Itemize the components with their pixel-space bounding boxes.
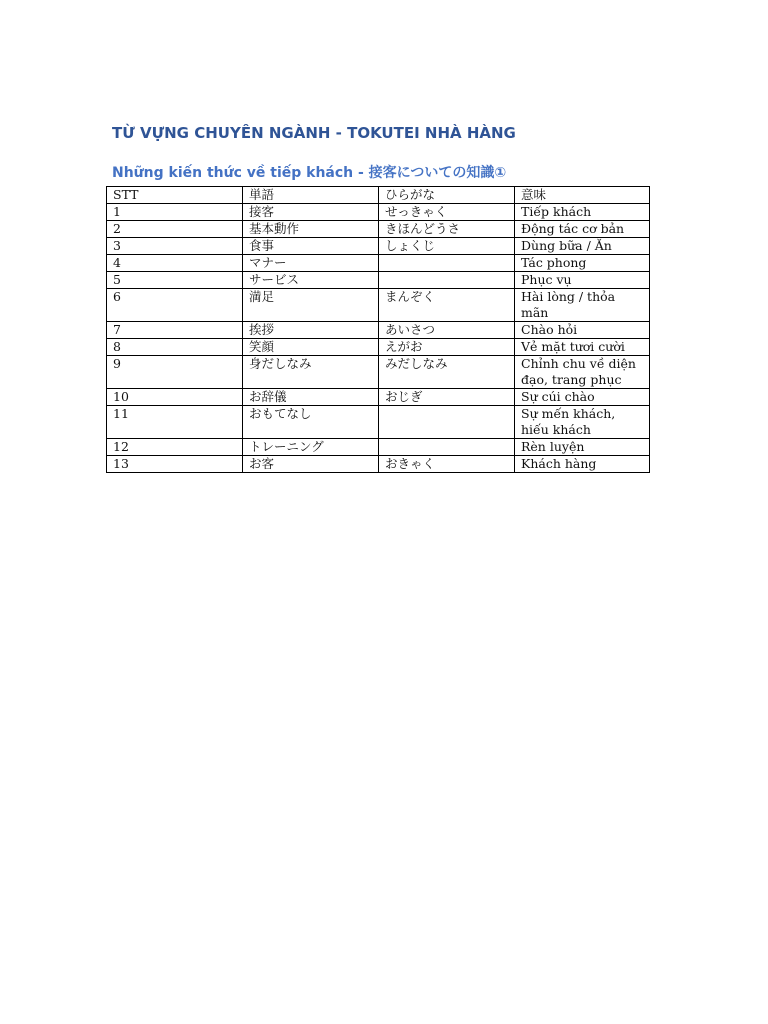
cell-hiragana xyxy=(379,255,515,272)
table-row xyxy=(107,406,650,439)
cell-stt: 8 xyxy=(107,339,243,356)
table-header-row xyxy=(107,187,650,204)
cell-meaning: Chỉnh chu về diện đạo, trang phục xyxy=(515,356,650,389)
cell-stt: 12 xyxy=(107,439,243,456)
cell-word: 身だしなみ xyxy=(243,356,379,389)
cell-word: マナー xyxy=(243,255,379,272)
cell-hiragana: あいさつ xyxy=(379,322,515,339)
table-row xyxy=(107,204,650,221)
cell-stt: 10 xyxy=(107,389,243,406)
table-row xyxy=(107,339,650,356)
cell-meaning: Dùng bữa / Ăn xyxy=(515,238,650,255)
cell-stt: 13 xyxy=(107,456,243,473)
cell-meaning: Hài lòng / thỏa mãn xyxy=(515,289,650,322)
header-cell-meaning: 意味 xyxy=(515,187,650,204)
cell-word: 満足 xyxy=(243,289,379,322)
cell-word: おもてなし xyxy=(243,406,379,439)
cell-meaning: Phục vụ xyxy=(515,272,650,289)
cell-meaning: Sự mến khách, hiếu khách xyxy=(515,406,650,439)
header-cell-stt: STT xyxy=(107,187,243,204)
cell-hiragana: しょくじ xyxy=(379,238,515,255)
table-row xyxy=(107,322,650,339)
cell-word: 接客 xyxy=(243,204,379,221)
table-row xyxy=(107,456,650,473)
cell-hiragana: みだしなみ xyxy=(379,356,515,389)
header-cell-hiragana: ひらがな xyxy=(379,187,515,204)
cell-meaning: Tác phong xyxy=(515,255,650,272)
cell-word: トレーニング xyxy=(243,439,379,456)
document-title: TỪ VỰNG CHUYÊN NGÀNH - TOKUTEI NHÀ HÀNG xyxy=(112,124,516,142)
cell-hiragana: まんぞく xyxy=(379,289,515,322)
cell-stt: 6 xyxy=(107,289,243,322)
cell-stt: 3 xyxy=(107,238,243,255)
cell-stt: 11 xyxy=(107,406,243,439)
cell-hiragana: おきゃく xyxy=(379,456,515,473)
table-row xyxy=(107,356,650,389)
cell-word: 挨拶 xyxy=(243,322,379,339)
cell-hiragana xyxy=(379,272,515,289)
cell-hiragana: おじぎ xyxy=(379,389,515,406)
table-row xyxy=(107,221,650,238)
cell-word: お辞儀 xyxy=(243,389,379,406)
cell-meaning: Vẻ mặt tươi cười xyxy=(515,339,650,356)
cell-meaning: Sự cúi chào xyxy=(515,389,650,406)
cell-stt: 5 xyxy=(107,272,243,289)
cell-word: お客 xyxy=(243,456,379,473)
section-heading: Những kiến thức về tiếp khách - 接客についての知識① xyxy=(112,165,507,181)
cell-meaning: Tiếp khách xyxy=(515,204,650,221)
table-row xyxy=(107,289,650,322)
cell-meaning: Động tác cơ bản xyxy=(515,221,650,238)
cell-hiragana: えがお xyxy=(379,339,515,356)
table-row xyxy=(107,272,650,289)
cell-meaning: Chào hỏi xyxy=(515,322,650,339)
cell-hiragana: きほんどうさ xyxy=(379,221,515,238)
table-row xyxy=(107,238,650,255)
cell-word: 基本動作 xyxy=(243,221,379,238)
vocabulary-table xyxy=(106,186,650,473)
header-cell-word: 単語 xyxy=(243,187,379,204)
cell-meaning: Rèn luyện xyxy=(515,439,650,456)
cell-word: 食事 xyxy=(243,238,379,255)
table-row xyxy=(107,439,650,456)
table-row xyxy=(107,255,650,272)
cell-hiragana xyxy=(379,406,515,439)
cell-word: 笑顔 xyxy=(243,339,379,356)
table-row xyxy=(107,389,650,406)
cell-hiragana: せっきゃく xyxy=(379,204,515,221)
cell-stt: 1 xyxy=(107,204,243,221)
cell-meaning: Khách hàng xyxy=(515,456,650,473)
cell-hiragana xyxy=(379,439,515,456)
cell-stt: 2 xyxy=(107,221,243,238)
cell-word: サービス xyxy=(243,272,379,289)
cell-stt: 7 xyxy=(107,322,243,339)
cell-stt: 4 xyxy=(107,255,243,272)
cell-stt: 9 xyxy=(107,356,243,389)
